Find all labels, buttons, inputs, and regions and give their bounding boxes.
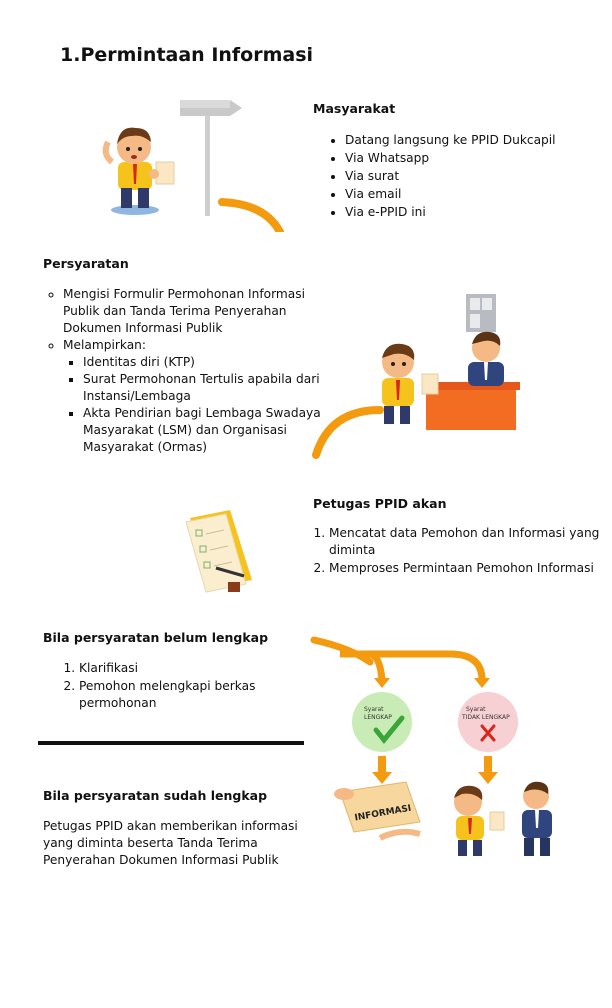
masyarakat-list	[313, 131, 612, 221]
belum-lengkap-list	[43, 660, 329, 713]
petugas-list	[293, 525, 612, 578]
list-item: 1. Mencatat data Pemohon dan Informasi yang diminta	[329, 525, 612, 559]
list-item: • Datang langsung ke PPID Dukcapil	[345, 131, 612, 149]
list-item	[63, 337, 331, 456]
list-item: 1. Klarifikasi	[79, 660, 329, 677]
list-item: • Via surat	[345, 167, 612, 185]
list-item: • Via email	[345, 185, 612, 203]
sub-list-item: ▪ Akta Pendirian bagi Lembaga Swadaya Masyarakat (LSM) dan Organisasi Masyarakat (Ormas)	[83, 405, 331, 456]
complete-circle	[352, 692, 412, 752]
decision-flow-illustration	[310, 632, 570, 862]
sudah-lengkap-heading: Bila persyaratan sudah lengkap	[43, 788, 268, 803]
sub-list-item: ▪ Surat Permohonan Tertulis apabila dari Instansi/Lembaga	[83, 371, 331, 405]
persyaratan-list	[43, 286, 331, 456]
section-divider	[38, 741, 304, 745]
tidak-lengkap-caption: TIDAK LENGKAP	[462, 714, 510, 721]
sudah-lengkap-text: Petugas PPID akan memberikan informasi yang diminta beserta Tanda Terima Penyerahan Dokumen Informasi Publik	[43, 819, 298, 867]
masyarakat-heading: Masyarakat	[313, 101, 396, 116]
list-item: 2. Memproses Permintaan Pemohon Informasi	[329, 560, 612, 577]
lengkap-caption: LENGKAP	[364, 714, 392, 721]
syarat-tidak-caption: Syarat	[466, 706, 486, 713]
persyaratan-heading: Persyaratan	[43, 256, 129, 271]
confused-person-illustration	[90, 92, 290, 232]
list-item: • Via e-PPID ini	[345, 203, 612, 221]
sub-list	[69, 354, 331, 456]
document-checklist-illustration	[180, 508, 270, 598]
syarat-lengkap-caption: Syarat	[364, 706, 384, 713]
informasi-label: INFORMASI	[353, 803, 413, 824]
page-title: 1.Permintaan Informasi	[60, 44, 314, 66]
sub-list-item: ▪ Identitas diri (KTP)	[83, 354, 331, 371]
petugas-heading: Petugas PPID akan	[313, 496, 447, 511]
list-item: 2. Pemohon melengkapi berkas permohonan	[79, 678, 329, 712]
list-item-label: Melampirkan:	[63, 338, 147, 352]
list-item: ◦ Mengisi Formulir Permohonan Informasi Publik dan Tanda Terima Penyerahan Dokumen Informasi Publik	[63, 286, 331, 337]
office-counter-illustration	[310, 290, 520, 460]
belum-lengkap-heading: Bila persyaratan belum lengkap	[43, 630, 269, 645]
list-item: • Via Whatsapp	[345, 149, 612, 167]
incomplete-circle	[458, 692, 518, 752]
